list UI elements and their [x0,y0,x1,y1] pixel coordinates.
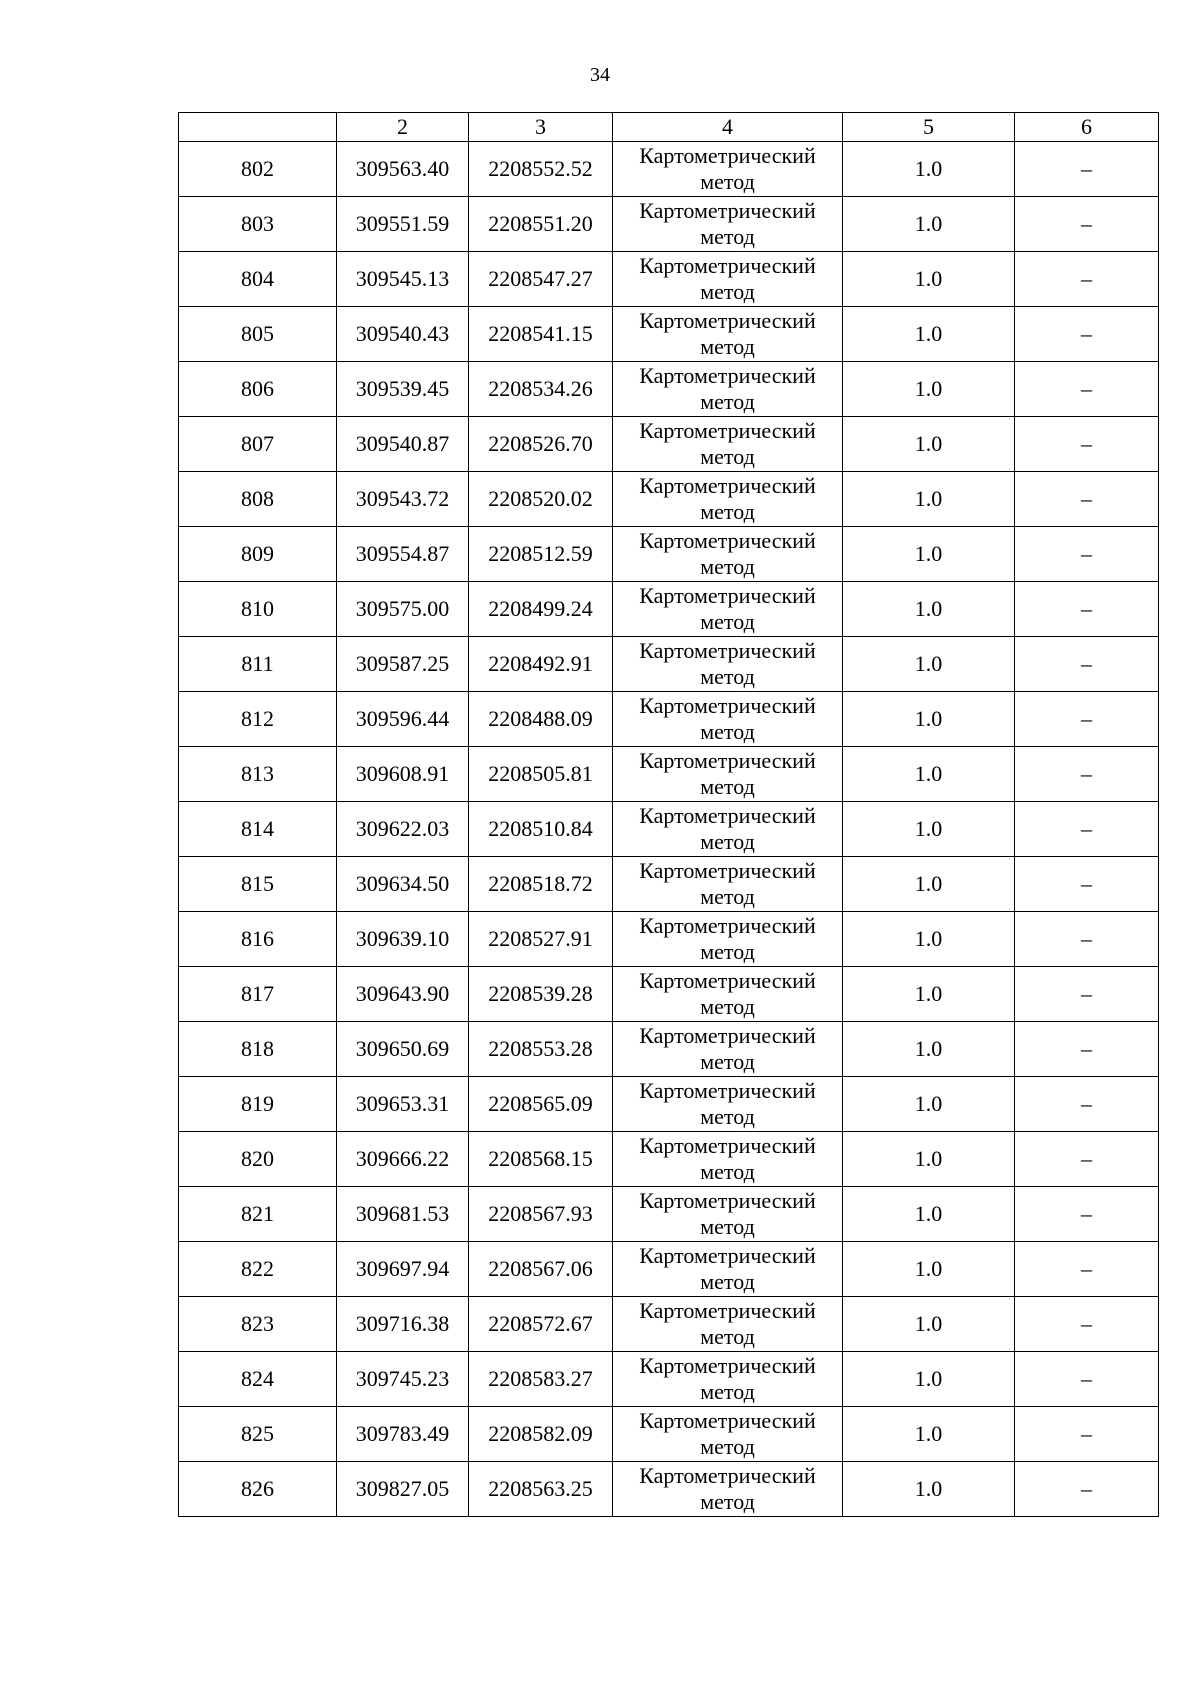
note-cell: – [1015,1132,1159,1187]
y-coordinate-cell: 2208518.72 [469,857,613,912]
table-row [179,637,1159,692]
table-row [179,307,1159,362]
accuracy-cell: 1.0 [843,1187,1015,1242]
table-row [179,1132,1159,1187]
method-cell [613,307,843,362]
note-cell: – [1015,1022,1159,1077]
accuracy-cell: 1.0 [843,307,1015,362]
method-cell [613,1132,843,1187]
method-line-2: метод [700,1214,755,1239]
accuracy-cell: 1.0 [843,1462,1015,1517]
point-cell: 814 [179,802,337,857]
x-coordinate-cell: 309543.72 [337,472,469,527]
point-cell: 826 [179,1462,337,1517]
point-cell: 809 [179,527,337,582]
accuracy-cell: 1.0 [843,417,1015,472]
accuracy-cell: 1.0 [843,197,1015,252]
table-row [179,197,1159,252]
point-cell: 810 [179,582,337,637]
accuracy-cell: 1.0 [843,802,1015,857]
method-line-2: метод [700,609,755,634]
y-coordinate-cell: 2208492.91 [469,637,613,692]
method-line-1: Картометрический [639,528,816,553]
accuracy-cell: 1.0 [843,1407,1015,1462]
note-cell: – [1015,1352,1159,1407]
method-line-1: Картометрический [639,858,816,883]
method-cell [613,362,843,417]
accuracy-cell: 1.0 [843,857,1015,912]
note-cell: – [1015,967,1159,1022]
method-cell [613,1077,843,1132]
header-cell-4: 4 [613,113,843,142]
table-row [179,802,1159,857]
note-cell: – [1015,692,1159,747]
method-line-1: Картометрический [639,253,816,278]
y-coordinate-cell: 2208551.20 [469,197,613,252]
method-line-1: Картометрический [639,418,816,443]
x-coordinate-cell: 309622.03 [337,802,469,857]
x-coordinate-cell: 309563.40 [337,142,469,197]
method-cell [613,692,843,747]
accuracy-cell: 1.0 [843,252,1015,307]
table-row [179,857,1159,912]
note-cell: – [1015,1407,1159,1462]
y-coordinate-cell: 2208565.09 [469,1077,613,1132]
x-coordinate-cell: 309643.90 [337,967,469,1022]
header-cell-1 [179,113,337,142]
method-cell [613,637,843,692]
method-cell [613,252,843,307]
point-cell: 811 [179,637,337,692]
point-cell: 803 [179,197,337,252]
method-line-2: метод [700,884,755,909]
table-body [179,113,1159,1517]
table-row [179,1077,1159,1132]
point-cell: 817 [179,967,337,1022]
table-row [179,527,1159,582]
x-coordinate-cell: 309827.05 [337,1462,469,1517]
method-line-1: Картометрический [639,1463,816,1488]
point-cell: 818 [179,1022,337,1077]
note-cell: – [1015,1297,1159,1352]
y-coordinate-cell: 2208583.27 [469,1352,613,1407]
table-row [179,1407,1159,1462]
method-line-2: метод [700,1159,755,1184]
method-cell [613,142,843,197]
table-row [179,1462,1159,1517]
note-cell: – [1015,1462,1159,1517]
method-line-2: метод [700,994,755,1019]
note-cell: – [1015,472,1159,527]
accuracy-cell: 1.0 [843,527,1015,582]
point-cell: 824 [179,1352,337,1407]
accuracy-cell: 1.0 [843,747,1015,802]
x-coordinate-cell: 309716.38 [337,1297,469,1352]
method-line-2: метод [700,1489,755,1514]
point-cell: 821 [179,1187,337,1242]
method-cell [613,912,843,967]
note-cell: – [1015,252,1159,307]
method-line-2: метод [700,1324,755,1349]
accuracy-cell: 1.0 [843,142,1015,197]
y-coordinate-cell: 2208568.15 [469,1132,613,1187]
y-coordinate-cell: 2208505.81 [469,747,613,802]
point-cell: 822 [179,1242,337,1297]
method-line-1: Картометрический [639,913,816,938]
note-cell: – [1015,197,1159,252]
y-coordinate-cell: 2208553.28 [469,1022,613,1077]
y-coordinate-cell: 2208534.26 [469,362,613,417]
table-row [179,1187,1159,1242]
accuracy-cell: 1.0 [843,692,1015,747]
method-line-2: метод [700,1379,755,1404]
x-coordinate-cell: 309681.53 [337,1187,469,1242]
method-line-1: Картометрический [639,968,816,993]
point-cell: 813 [179,747,337,802]
note-cell: – [1015,142,1159,197]
note-cell: – [1015,637,1159,692]
method-cell [613,1407,843,1462]
note-cell: – [1015,362,1159,417]
method-line-1: Картометрический [639,1408,816,1433]
method-line-1: Картометрический [639,638,816,663]
note-cell: – [1015,417,1159,472]
accuracy-cell: 1.0 [843,1242,1015,1297]
method-line-1: Картометрический [639,1133,816,1158]
note-cell: – [1015,582,1159,637]
x-coordinate-cell: 309575.00 [337,582,469,637]
method-line-1: Картометрический [639,1353,816,1378]
point-cell: 812 [179,692,337,747]
method-line-2: метод [700,1104,755,1129]
table-row [179,1242,1159,1297]
y-coordinate-cell: 2208526.70 [469,417,613,472]
accuracy-cell: 1.0 [843,472,1015,527]
method-line-1: Картометрический [639,308,816,333]
table-row [179,967,1159,1022]
method-line-1: Картометрический [639,198,816,223]
table-row [179,747,1159,802]
x-coordinate-cell: 309697.94 [337,1242,469,1297]
point-cell: 825 [179,1407,337,1462]
method-line-1: Картометрический [639,143,816,168]
x-coordinate-cell: 309554.87 [337,527,469,582]
note-cell: – [1015,1242,1159,1297]
method-line-1: Картометрический [639,583,816,608]
table-row [179,1297,1159,1352]
method-cell [613,1242,843,1297]
method-line-2: метод [700,279,755,304]
table-row [179,1352,1159,1407]
table-row [179,362,1159,417]
method-line-1: Картометрический [639,363,816,388]
y-coordinate-cell: 2208567.93 [469,1187,613,1242]
note-cell: – [1015,1187,1159,1242]
point-cell: 802 [179,142,337,197]
table-header-row [179,113,1159,142]
point-cell: 823 [179,1297,337,1352]
method-cell [613,197,843,252]
y-coordinate-cell: 2208510.84 [469,802,613,857]
accuracy-cell: 1.0 [843,912,1015,967]
accuracy-cell: 1.0 [843,1132,1015,1187]
note-cell: – [1015,1077,1159,1132]
y-coordinate-cell: 2208552.52 [469,142,613,197]
y-coordinate-cell: 2208572.67 [469,1297,613,1352]
method-line-2: метод [700,499,755,524]
accuracy-cell: 1.0 [843,637,1015,692]
method-line-2: метод [700,1269,755,1294]
method-line-1: Картометрический [639,1298,816,1323]
note-cell: – [1015,527,1159,582]
x-coordinate-cell: 309653.31 [337,1077,469,1132]
method-cell [613,1187,843,1242]
y-coordinate-cell: 2208547.27 [469,252,613,307]
point-cell: 819 [179,1077,337,1132]
method-cell [613,1022,843,1077]
y-coordinate-cell: 2208520.02 [469,472,613,527]
method-line-2: метод [700,554,755,579]
point-cell: 815 [179,857,337,912]
y-coordinate-cell: 2208527.91 [469,912,613,967]
method-line-2: метод [700,664,755,689]
method-line-2: метод [700,169,755,194]
table-row [179,142,1159,197]
method-line-1: Картометрический [639,1078,816,1103]
accuracy-cell: 1.0 [843,967,1015,1022]
table-row [179,582,1159,637]
y-coordinate-cell: 2208563.25 [469,1462,613,1517]
method-line-1: Картометрический [639,473,816,498]
x-coordinate-cell: 309639.10 [337,912,469,967]
accuracy-cell: 1.0 [843,1352,1015,1407]
table-row [179,912,1159,967]
accuracy-cell: 1.0 [843,582,1015,637]
x-coordinate-cell: 309539.45 [337,362,469,417]
y-coordinate-cell: 2208499.24 [469,582,613,637]
x-coordinate-cell: 309545.13 [337,252,469,307]
method-line-1: Картометрический [639,1188,816,1213]
x-coordinate-cell: 309634.50 [337,857,469,912]
method-line-2: метод [700,224,755,249]
method-line-2: метод [700,444,755,469]
method-cell [613,1462,843,1517]
method-line-1: Картометрический [639,1023,816,1048]
method-line-2: метод [700,389,755,414]
method-line-2: метод [700,1049,755,1074]
method-cell [613,472,843,527]
note-cell: – [1015,307,1159,362]
accuracy-cell: 1.0 [843,1297,1015,1352]
page-number: 34 [590,64,610,86]
note-cell: – [1015,747,1159,802]
x-coordinate-cell: 309745.23 [337,1352,469,1407]
header-cell-3: 3 [469,113,613,142]
method-line-1: Картометрический [639,1243,816,1268]
point-cell: 820 [179,1132,337,1187]
note-cell: – [1015,912,1159,967]
header-cell-6: 6 [1015,113,1159,142]
method-cell [613,1297,843,1352]
coordinates-table [178,112,1159,1517]
header-cell-2: 2 [337,113,469,142]
point-cell: 807 [179,417,337,472]
method-cell [613,747,843,802]
point-cell: 808 [179,472,337,527]
x-coordinate-cell: 309650.69 [337,1022,469,1077]
y-coordinate-cell: 2208582.09 [469,1407,613,1462]
method-cell [613,527,843,582]
point-cell: 804 [179,252,337,307]
note-cell: – [1015,802,1159,857]
method-cell [613,417,843,472]
method-cell [613,802,843,857]
y-coordinate-cell: 2208539.28 [469,967,613,1022]
y-coordinate-cell: 2208512.59 [469,527,613,582]
method-line-1: Картометрический [639,748,816,773]
method-line-1: Картометрический [639,693,816,718]
x-coordinate-cell: 309666.22 [337,1132,469,1187]
method-line-2: метод [700,939,755,964]
y-coordinate-cell: 2208567.06 [469,1242,613,1297]
point-cell: 806 [179,362,337,417]
header-cell-5: 5 [843,113,1015,142]
method-line-1: Картометрический [639,803,816,828]
x-coordinate-cell: 309551.59 [337,197,469,252]
y-coordinate-cell: 2208488.09 [469,692,613,747]
method-line-2: метод [700,334,755,359]
method-line-2: метод [700,1434,755,1459]
x-coordinate-cell: 309540.43 [337,307,469,362]
table-row [179,472,1159,527]
point-cell: 805 [179,307,337,362]
point-cell: 816 [179,912,337,967]
x-coordinate-cell: 309608.91 [337,747,469,802]
y-coordinate-cell: 2208541.15 [469,307,613,362]
x-coordinate-cell: 309783.49 [337,1407,469,1462]
table-row [179,252,1159,307]
method-cell [613,582,843,637]
accuracy-cell: 1.0 [843,362,1015,417]
method-cell [613,967,843,1022]
note-cell: – [1015,857,1159,912]
method-line-2: метод [700,774,755,799]
method-line-2: метод [700,719,755,744]
accuracy-cell: 1.0 [843,1077,1015,1132]
table-row [179,417,1159,472]
x-coordinate-cell: 309540.87 [337,417,469,472]
method-cell [613,1352,843,1407]
accuracy-cell: 1.0 [843,1022,1015,1077]
method-cell [613,857,843,912]
method-line-2: метод [700,829,755,854]
table-row [179,1022,1159,1077]
table-row [179,692,1159,747]
x-coordinate-cell: 309587.25 [337,637,469,692]
x-coordinate-cell: 309596.44 [337,692,469,747]
